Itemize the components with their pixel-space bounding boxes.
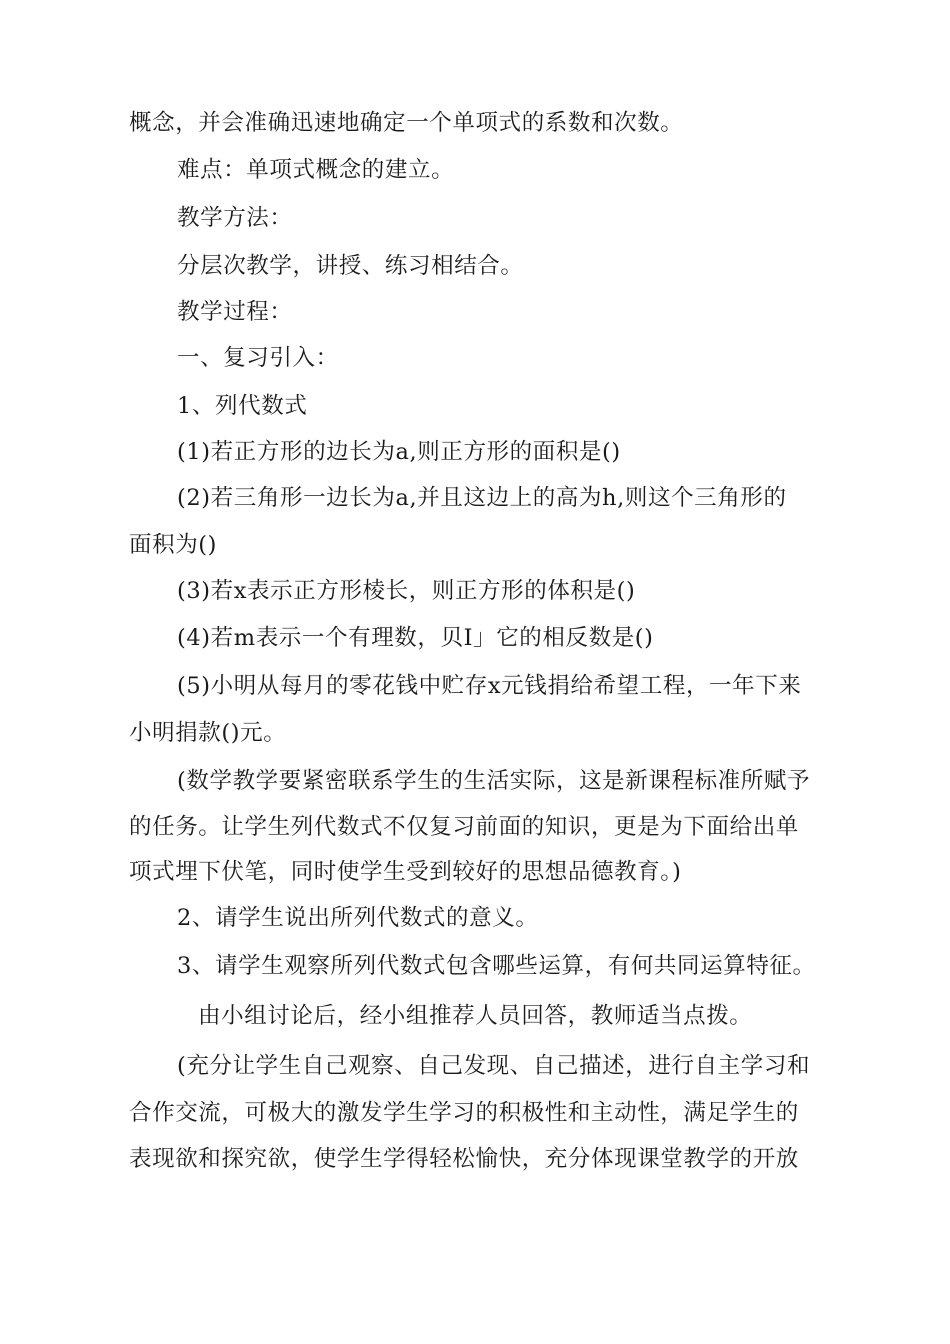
text-line: (3)若x表示正方形棱长，则正方形的体积是() [177,578,636,604]
text-line: 面积为() [129,532,218,558]
text-line: (2)若三角形一边长为a,并且这边上的高为h,则这个三角形的 [177,485,787,511]
text-line: 难点：单项式概念的建立。 [177,157,455,183]
text-line: (数学教学要紧密联系学生的生活实际，这是新课程标准所赋予 [177,768,811,794]
text-line: 教学过程： [177,299,293,325]
text-line: 1、列代数式 [177,393,308,419]
text-line: 一、复习引入： [177,345,339,371]
text-line: (5)小明从每月的零花钱中贮存x元钱捐给希望工程，一年下来 [177,673,802,699]
text-line: 2、请学生说出所列代数式的意义。 [177,905,539,931]
text-line: 分层次教学，讲授、练习相结合。 [177,253,524,279]
text-line: 的任务。让学生列代数式不仅复习前面的知识，更是为下面给出单 [129,814,799,840]
text-line: (4)若m表示一个有理数，贝I」它的相反数是() [177,625,654,651]
text-line: 项式埋下伏笔，同时使学生受到较好的思想品德教育。) [129,859,682,885]
text-line: 概念，并会准确迅速地确定一个单项式的系数和次数。 [129,110,684,136]
text-line: 由小组讨论后，经小组推荐人员回答，教师适当点拨。 [198,1003,753,1029]
text-line: 表现欲和探究欲，使学生学得轻松愉快，充分体现课堂教学的开放 [129,1146,799,1172]
text-line: (1)若正方形的边长为a,则正方形的面积是() [177,439,621,465]
text-line: 教学方法： [177,205,293,231]
text-line: 小明捐款()元。 [129,720,287,746]
text-line: (充分让学生自己观察、自己发现、自己描述，进行自主学习和 [177,1053,811,1079]
text-line: 3、请学生观察所列代数式包含哪些运算，有何共同运算特征。 [177,953,816,979]
text-line: 合作交流，可极大的激发学生学习的积极性和主动性，满足学生的 [129,1100,799,1126]
